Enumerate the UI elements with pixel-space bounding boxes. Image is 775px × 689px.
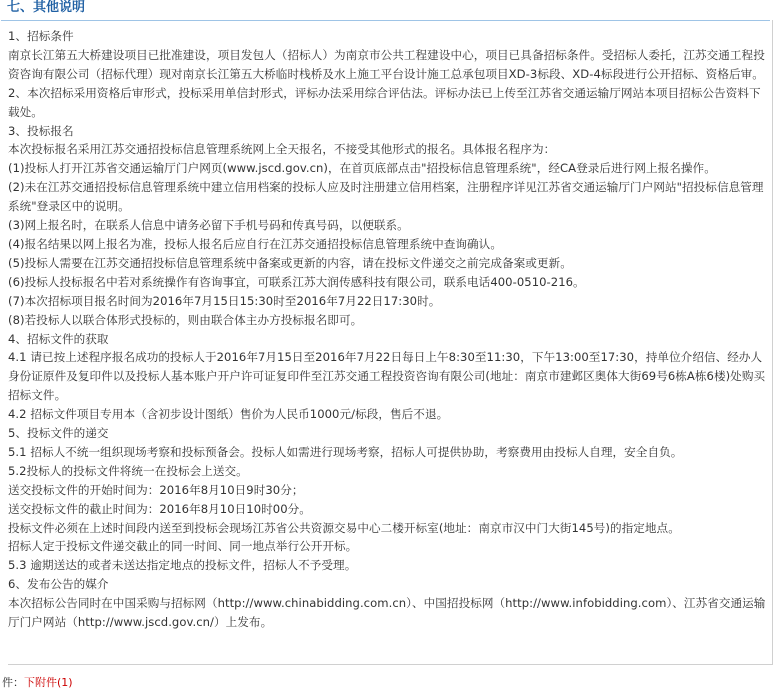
list-item: (1)投标人打开江苏省交通运输厅门户网页(www.jscd.gov.cn)，在首页底部点击"招投标信息管理系统"，经CA登录后进行网上报名操作。	[8, 161, 716, 176]
paragraph: 5.3 逾期送达的或者未送达指定地点的投标文件，招标人不予受理。	[8, 558, 357, 573]
paragraph: 送交投标文件的开始时间为：2016年8月10日9时30分；	[8, 482, 304, 497]
paragraph: 本次投标报名采用江苏交通招投标信息管理系统网上全天报名，不接受其他形式的报名。具体报名程序为：	[8, 142, 556, 157]
paragraph: 5.1 招标人不统一组织现场考察和投标预备会。投标人如需进行现场考察，招标人可提供协助，考察费用由投标人自理，安全自负。	[8, 444, 683, 459]
heading-submission: 5、投标文件的递交	[8, 426, 109, 441]
heading-registration: 3、投标报名	[8, 123, 74, 138]
list-item: (5)投标人需要在江苏交通招投标信息管理系统中备案或更新的内容，请在投标文件递交之前完成备案或更新。	[8, 255, 572, 270]
paragraph: 4.1 请已按上述程序报名成功的投标人于2016年7月15日至2016年7月22日每日上午8:30至11:30，下午13:00至17:30，持单位介绍信、经办人身份证原件及复印件以及投标人基本账户开户许可证复印件至江苏交通工程投资咨询有限公司(地址：南京市建邺区奥体大街69号6栋A栋6楼)处购买招标文件。	[8, 350, 766, 403]
list-item: (8)若投标人以联合体形式投标的，则由联合体主办方投标报名即可。	[8, 312, 363, 327]
paragraph: 本次招标公告同时在中国采购与招标网（http://www.chinabidding.com.cn）、中国招投标网（http://www.infobidding.com）、江苏省交通运输厅门户网站（http://www.jscd.gov.cn/）上发布。	[8, 596, 766, 630]
paragraph: 5.2投标人的投标文件将统一在投标会上送交。	[8, 463, 248, 478]
frame-right-border	[772, 20, 773, 664]
frame-bottom-border	[8, 664, 773, 665]
list-item: (2)未在江苏交通招投标信息管理系统中建立信用档案的投标人应及时注册建立信用档案，注册程序详见江苏省交通运输厅门户网站"招投标信息管理系统"登录区中的说明。	[8, 180, 764, 214]
section-title: 七、其他说明	[1, 0, 770, 21]
notice-body	[0, 21, 775, 632]
paragraph: 投标文件必须在上述时间段内送至到投标会现场江苏省公共资源交易中心二楼开标室(地址：南京市汉中门大街145号)的指定地点。	[8, 520, 680, 535]
heading-bid-conditions: 1、招标条件	[8, 29, 74, 43]
attachment-prefix: 件：	[2, 676, 24, 689]
heading-documents: 4、招标文件的获取	[8, 331, 109, 346]
attachment-line	[2, 677, 73, 689]
list-item: (7)本次招标项目报名时间为2016年7月15日15:30时至2016年7月22日17:30时。	[8, 293, 441, 308]
attachment-link[interactable]: 下附件(1)	[24, 676, 73, 689]
paragraph: 2、本次招标采用资格后审形式，投标采用单信封形式，评标办法采用综合评估法。评标办法已上传至江苏省交通运输厅网站本项目招标公告资料下载处。	[8, 85, 761, 119]
paragraph: 南京长江第五大桥建设项目已批准建设，项目发包人（招标人）为南京市公共工程建设中心，项目已具备招标条件。受招标人委托，江苏交通工程投资咨询有限公司（招标代理）现对南京长江第五大桥临时栈桥及水上施工平台设计施工总承包项目XD-3标段、XD-4标段进行公开招标、资格后审。	[8, 47, 765, 81]
paragraph: 送交投标文件的截止时间为：2016年8月10日10时00分。	[8, 501, 311, 516]
list-item: (3)网上报名时，在联系人信息中请务必留下手机号码和传真号码，以便联系。	[8, 218, 409, 233]
heading-media: 6、发布公告的媒介	[8, 577, 109, 592]
paragraph: 4.2 招标文件项目专用本（含初步设计图纸）售价为人民币1000元/标段，售后不退。	[8, 407, 449, 422]
list-item: (6)投标人投标报名中若对系统操作有咨询事宜，可联系江苏大润传感科技有限公司，联系电话400-0510-216。	[8, 274, 585, 289]
paragraph: 招标人定于投标文件递交截止的同一时间、同一地点举行公开开标。	[8, 539, 358, 554]
list-item: (4)报名结果以网上报名为准，投标人报名后应自行在江苏交通招投标信息管理系统中查询确认。	[8, 236, 502, 251]
